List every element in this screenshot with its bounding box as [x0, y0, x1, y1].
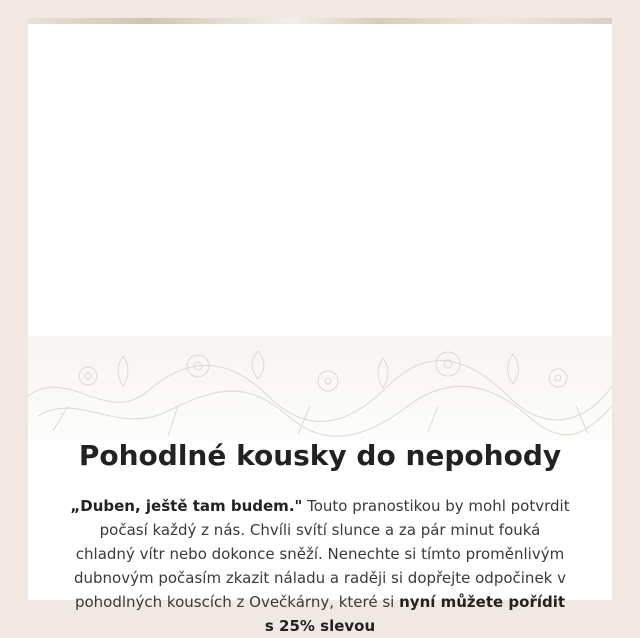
intro-paragraph [68, 494, 572, 638]
hero-image[interactable] [28, 24, 612, 336]
floral-illustration [28, 336, 612, 442]
intro-quote: „Duben, ještě tam budem." [70, 497, 303, 515]
floral-divider [28, 336, 612, 442]
discount-highlight: nyní můžete pořídit s 25% slevou [264, 593, 566, 635]
intro-text: Touto pranostikou by mohl potvrdit počasí každý z nás. Chvíli svítí slunce a za pár minut fouká chladný vítr nebo dokonce sněží. Nenechte si tímto proměnlivým dubnovým počasím zkazit náladu a raději si dopřejte odpočinek v pohodlných kouscích z Ovečkárny, které si [73, 497, 570, 611]
email-title: Pohodlné kousky do nepohody [78, 439, 562, 472]
newsletter-card [28, 24, 612, 635]
